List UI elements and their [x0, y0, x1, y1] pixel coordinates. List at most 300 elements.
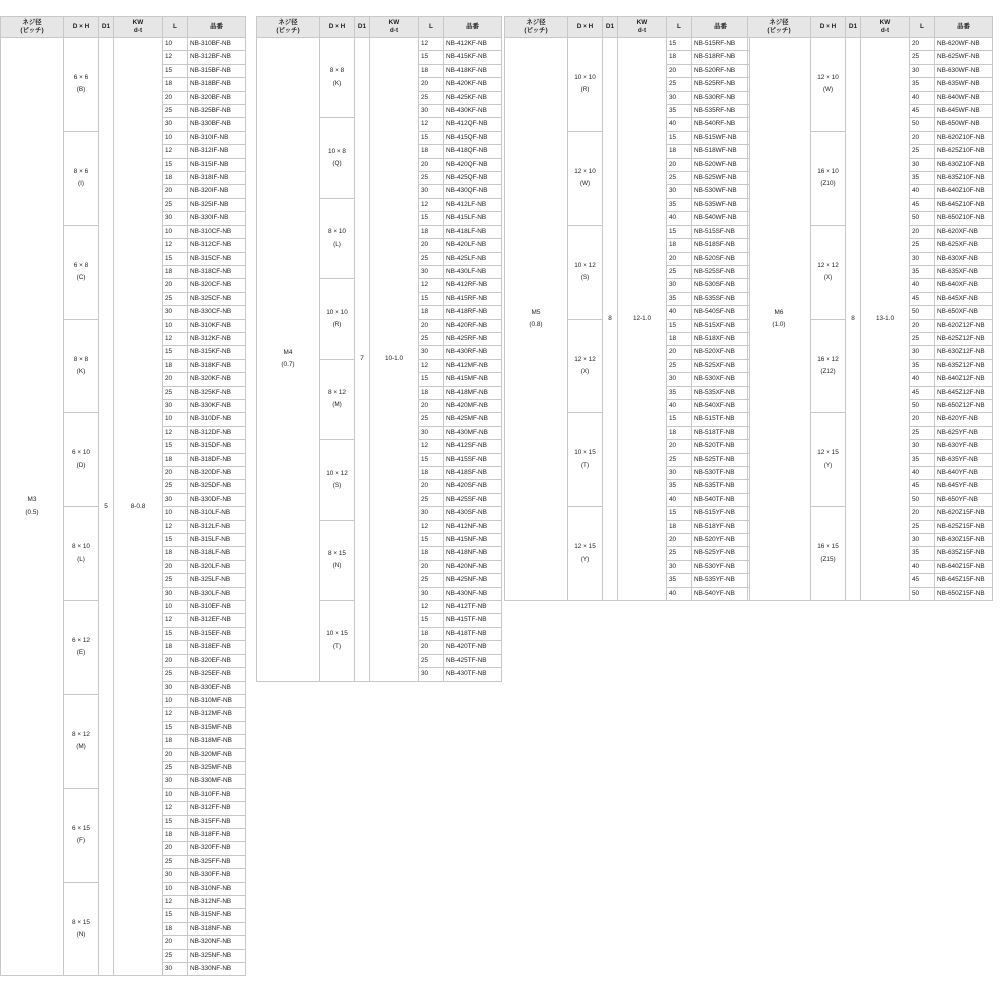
length-cell: 45	[910, 292, 935, 305]
length-cell: 15	[419, 131, 444, 144]
dh-size: 8 × 8	[329, 67, 345, 75]
dh-cell	[320, 359, 355, 439]
part-number-cell: NB-430NF-NB	[444, 587, 502, 600]
length-cell: 35	[910, 453, 935, 466]
dh-code: (R)	[332, 321, 342, 329]
part-number-cell: NB-325EF-NB	[188, 668, 246, 681]
dh-cell	[320, 520, 355, 600]
thread-pitch: (1.0)	[772, 321, 786, 329]
dh-cell	[64, 413, 99, 507]
header-d1-text: D1	[101, 23, 111, 30]
header-kw-text: d-t	[637, 27, 647, 34]
dh-cell	[568, 131, 603, 225]
length-cell: 18	[667, 426, 692, 439]
part-number-cell: NB-430RF-NB	[444, 346, 502, 359]
header-d1	[355, 17, 370, 38]
dh-code: (K)	[332, 79, 342, 87]
dh-code: (Y)	[580, 555, 590, 563]
part-number-cell: NB-530RF-NB	[692, 91, 750, 104]
part-number-cell: NB-325IF-NB	[188, 198, 246, 211]
dh-cell	[320, 198, 355, 278]
part-number-cell: NB-540RF-NB	[692, 118, 750, 131]
length-cell: 12	[419, 359, 444, 372]
spec-block-2	[256, 16, 502, 682]
part-number-cell: NB-415RF-NB	[444, 292, 502, 305]
length-cell: 18	[667, 332, 692, 345]
length-cell: 20	[667, 440, 692, 453]
part-number-cell: NB-312NF-NB	[188, 896, 246, 909]
length-cell: 20	[667, 158, 692, 171]
length-cell: 20	[910, 507, 935, 520]
part-number-cell: NB-535WF-NB	[692, 198, 750, 211]
length-cell: 10	[163, 694, 188, 707]
part-number-cell: NB-540YF-NB	[692, 587, 750, 600]
length-cell: 15	[163, 534, 188, 547]
length-cell: 25	[910, 332, 935, 345]
header-thread	[257, 17, 320, 38]
length-cell: 30	[910, 534, 935, 547]
length-cell: 15	[163, 627, 188, 640]
part-number-cell: NB-425MF-NB	[444, 413, 502, 426]
dh-size: 8 × 12	[328, 389, 346, 397]
length-cell: 18	[163, 172, 188, 185]
dh-code: (F)	[76, 837, 86, 845]
length-cell: 40	[667, 212, 692, 225]
header-part	[188, 17, 246, 38]
part-number-cell: NB-315DF-NB	[188, 440, 246, 453]
part-number-cell: NB-540TF-NB	[692, 493, 750, 506]
header-dh	[568, 17, 603, 38]
part-number-cell: NB-318FF-NB	[188, 828, 246, 841]
part-number-cell: NB-315LF-NB	[188, 534, 246, 547]
length-cell: 25	[667, 78, 692, 91]
length-cell: 25	[419, 493, 444, 506]
header-kw-text: KW	[636, 19, 648, 26]
length-cell: 20	[667, 534, 692, 547]
header-kw-text: d-t	[389, 27, 399, 34]
dh-size: 6 × 15	[72, 824, 90, 832]
part-number-cell: NB-640WF-NB	[935, 91, 993, 104]
spec-table	[504, 16, 750, 601]
part-number-cell: NB-518TF-NB	[692, 426, 750, 439]
part-number-cell: NB-645Z12F-NB	[935, 386, 993, 399]
header-d1	[846, 17, 861, 38]
part-number-cell: NB-620Z10F-NB	[935, 131, 993, 144]
part-number-cell: NB-625WF-NB	[935, 51, 993, 64]
length-cell: 10	[163, 507, 188, 520]
part-number-cell: NB-320FF-NB	[188, 842, 246, 855]
header-kw	[618, 17, 667, 38]
part-number-cell: NB-315BF-NB	[188, 64, 246, 77]
part-number-cell: NB-535SF-NB	[692, 292, 750, 305]
length-cell: 40	[667, 493, 692, 506]
part-number-cell: NB-312IF-NB	[188, 145, 246, 158]
length-cell: 25	[163, 292, 188, 305]
length-cell: 50	[910, 306, 935, 319]
part-number-cell: NB-315MF-NB	[188, 721, 246, 734]
header-part-text: 品番	[210, 23, 223, 30]
part-number-cell: NB-312EF-NB	[188, 614, 246, 627]
length-cell: 18	[163, 828, 188, 841]
length-cell: 10	[163, 131, 188, 144]
header-kw-text: KW	[879, 19, 891, 26]
length-cell: 40	[667, 399, 692, 412]
part-number-cell: NB-630XF-NB	[935, 252, 993, 265]
part-number-cell: NB-310BF-NB	[188, 38, 246, 51]
part-number-cell: NB-418SF-NB	[444, 467, 502, 480]
part-number-cell: NB-315EF-NB	[188, 627, 246, 640]
header-d1-text: D1	[848, 23, 858, 30]
header-kw	[370, 17, 419, 38]
length-cell: 30	[667, 373, 692, 386]
dh-cell	[811, 413, 846, 507]
part-number-cell: NB-518XF-NB	[692, 332, 750, 345]
length-cell: 20	[163, 467, 188, 480]
dh-code: (Z10)	[820, 180, 836, 188]
length-cell: 40	[910, 185, 935, 198]
part-number-cell: NB-310EF-NB	[188, 601, 246, 614]
length-cell: 12	[163, 145, 188, 158]
part-number-cell: NB-635XF-NB	[935, 265, 993, 278]
length-cell: 45	[910, 574, 935, 587]
part-number-cell: NB-415QF-NB	[444, 131, 502, 144]
part-number-cell: NB-415MF-NB	[444, 373, 502, 386]
d1-cell: 5	[99, 38, 114, 976]
length-cell: 25	[419, 654, 444, 667]
header-dh-text: D × H	[576, 23, 594, 30]
part-number-cell: NB-520TF-NB	[692, 440, 750, 453]
length-cell: 50	[910, 399, 935, 412]
dh-size: 16 × 10	[817, 167, 839, 175]
header-thread	[1, 17, 64, 38]
length-cell: 15	[163, 815, 188, 828]
dh-size: 10 × 12	[574, 261, 596, 269]
part-number-cell: NB-530WF-NB	[692, 185, 750, 198]
part-number-cell: NB-315KF-NB	[188, 346, 246, 359]
length-cell: 18	[419, 64, 444, 77]
header-kw	[114, 17, 163, 38]
part-number-cell: NB-520XF-NB	[692, 346, 750, 359]
dh-code: (T)	[332, 642, 342, 650]
part-number-cell: NB-620Z12F-NB	[935, 319, 993, 332]
length-cell: 30	[163, 212, 188, 225]
part-number-cell: NB-310LF-NB	[188, 507, 246, 520]
length-cell: 30	[910, 158, 935, 171]
part-number-cell: NB-420RF-NB	[444, 319, 502, 332]
header-thread	[748, 17, 811, 38]
length-cell: 12	[419, 118, 444, 131]
part-number-cell: NB-412MF-NB	[444, 359, 502, 372]
length-cell: 45	[910, 386, 935, 399]
thread-size: M6	[774, 308, 784, 316]
part-number-cell: NB-315FF-NB	[188, 815, 246, 828]
part-number-cell: NB-525YF-NB	[692, 547, 750, 560]
part-number-cell: NB-325NF-NB	[188, 949, 246, 962]
dh-size: 6 × 8	[73, 261, 89, 269]
length-cell: 20	[419, 239, 444, 252]
part-number-cell: NB-330CF-NB	[188, 306, 246, 319]
part-number-cell: NB-425NF-NB	[444, 574, 502, 587]
header-thread-text: ネジ径	[278, 19, 298, 26]
dh-cell	[64, 601, 99, 695]
dh-size: 10 × 10	[326, 308, 348, 316]
part-number-cell: NB-320KF-NB	[188, 373, 246, 386]
dh-cell	[320, 279, 355, 359]
kw-cell: 13-1.0	[861, 38, 910, 601]
part-number-cell: NB-418MF-NB	[444, 386, 502, 399]
part-number-cell: NB-420TF-NB	[444, 641, 502, 654]
length-cell: 30	[667, 185, 692, 198]
length-cell: 30	[419, 668, 444, 681]
dh-cell	[568, 225, 603, 319]
part-number-cell: NB-312DF-NB	[188, 426, 246, 439]
part-number-cell: NB-420NF-NB	[444, 560, 502, 573]
part-number-cell: NB-320MF-NB	[188, 748, 246, 761]
length-cell: 30	[163, 306, 188, 319]
thread-size-cell	[505, 38, 568, 601]
dh-cell	[568, 507, 603, 601]
spec-table	[256, 16, 502, 682]
dh-code: (W)	[822, 86, 834, 94]
part-number-cell: NB-325BF-NB	[188, 105, 246, 118]
length-cell: 35	[667, 292, 692, 305]
part-number-cell: NB-312MF-NB	[188, 708, 246, 721]
dh-size: 12 × 12	[817, 261, 839, 269]
part-number-cell: NB-625XF-NB	[935, 239, 993, 252]
header-dh-text: D × H	[72, 23, 90, 30]
length-cell: 15	[667, 225, 692, 238]
header-row	[505, 17, 750, 38]
spec-block-4	[747, 16, 993, 601]
part-number-cell: NB-518WF-NB	[692, 145, 750, 158]
dh-code: (Y)	[823, 461, 833, 469]
length-cell: 40	[667, 118, 692, 131]
dh-code: (S)	[332, 481, 342, 489]
length-cell: 15	[667, 413, 692, 426]
dh-code: (R)	[580, 86, 590, 94]
length-cell: 20	[419, 319, 444, 332]
length-cell: 35	[667, 480, 692, 493]
header-thread-text: (ピッチ)	[524, 27, 548, 34]
part-number-cell: NB-330KF-NB	[188, 399, 246, 412]
length-cell: 40	[910, 467, 935, 480]
part-number-cell: NB-310KF-NB	[188, 319, 246, 332]
dh-size: 6 × 10	[72, 449, 90, 457]
header-d1	[603, 17, 618, 38]
length-cell: 25	[163, 855, 188, 868]
part-number-cell: NB-320EF-NB	[188, 654, 246, 667]
length-cell: 25	[419, 91, 444, 104]
d1-cell: 8	[846, 38, 861, 601]
part-number-cell: NB-425KF-NB	[444, 91, 502, 104]
length-cell: 18	[419, 386, 444, 399]
part-number-cell: NB-650Z12F-NB	[935, 399, 993, 412]
length-cell: 15	[419, 373, 444, 386]
part-number-cell: NB-315IF-NB	[188, 158, 246, 171]
part-number-cell: NB-430KF-NB	[444, 105, 502, 118]
dh-cell	[811, 507, 846, 601]
length-cell: 25	[419, 574, 444, 587]
length-cell: 20	[667, 252, 692, 265]
length-cell: 30	[163, 587, 188, 600]
length-cell: 20	[163, 936, 188, 949]
part-number-cell: NB-430MF-NB	[444, 426, 502, 439]
length-cell: 12	[419, 440, 444, 453]
part-number-cell: NB-415TF-NB	[444, 614, 502, 627]
length-cell: 30	[667, 467, 692, 480]
part-number-cell: NB-412NF-NB	[444, 520, 502, 533]
part-number-cell: NB-430TF-NB	[444, 668, 502, 681]
length-cell: 30	[910, 346, 935, 359]
part-number-cell: NB-418TF-NB	[444, 627, 502, 640]
part-number-cell: NB-330NF-NB	[188, 963, 246, 976]
length-cell: 12	[163, 802, 188, 815]
part-number-cell: NB-310DF-NB	[188, 413, 246, 426]
length-cell: 25	[910, 426, 935, 439]
header-dh	[64, 17, 99, 38]
part-number-cell: NB-318CF-NB	[188, 265, 246, 278]
part-number-cell: NB-420SF-NB	[444, 480, 502, 493]
part-number-cell: NB-412QF-NB	[444, 118, 502, 131]
length-cell: 20	[163, 654, 188, 667]
part-number-cell: NB-418LF-NB	[444, 225, 502, 238]
length-cell: 15	[667, 507, 692, 520]
part-number-cell: NB-425TF-NB	[444, 654, 502, 667]
length-cell: 18	[667, 520, 692, 533]
length-cell: 20	[419, 641, 444, 654]
header-kw-text: KW	[132, 19, 144, 26]
part-number-cell: NB-645WF-NB	[935, 105, 993, 118]
length-cell: 40	[910, 91, 935, 104]
dh-cell	[568, 319, 603, 413]
length-cell: 15	[163, 721, 188, 734]
part-number-cell: NB-418KF-NB	[444, 64, 502, 77]
length-cell: 20	[419, 560, 444, 573]
part-number-cell: NB-515RF-NB	[692, 38, 750, 51]
length-cell: 15	[419, 534, 444, 547]
dh-code: (C)	[76, 274, 86, 282]
part-number-cell: NB-320NF-NB	[188, 936, 246, 949]
length-cell: 18	[163, 547, 188, 560]
length-cell: 30	[910, 252, 935, 265]
header-part-text: 品番	[957, 23, 970, 30]
part-number-cell: NB-520YF-NB	[692, 534, 750, 547]
length-cell: 35	[667, 574, 692, 587]
header-row	[748, 17, 993, 38]
length-cell: 25	[667, 453, 692, 466]
dh-code: (L)	[333, 240, 341, 248]
dh-code: (Z15)	[820, 555, 836, 563]
part-number-cell: NB-312CF-NB	[188, 239, 246, 252]
part-number-cell: NB-418RF-NB	[444, 306, 502, 319]
length-cell: 12	[419, 198, 444, 211]
length-cell: 20	[419, 158, 444, 171]
header-thread-text: ネジ径	[22, 19, 42, 26]
dh-cell	[568, 38, 603, 132]
dh-cell	[811, 131, 846, 225]
part-number-cell: NB-535XF-NB	[692, 386, 750, 399]
header-thread-text: (ピッチ)	[276, 27, 300, 34]
part-number-cell: NB-640Z12F-NB	[935, 373, 993, 386]
dh-size: 6 × 6	[73, 74, 89, 82]
length-cell: 12	[419, 38, 444, 51]
part-number-cell: NB-425SF-NB	[444, 493, 502, 506]
length-cell: 10	[163, 38, 188, 51]
spec-block-1	[0, 16, 246, 976]
length-cell: 12	[163, 332, 188, 345]
part-number-cell: NB-312KF-NB	[188, 332, 246, 345]
length-cell: 20	[163, 279, 188, 292]
length-cell: 20	[163, 185, 188, 198]
length-cell: 25	[163, 949, 188, 962]
length-cell: 20	[163, 373, 188, 386]
part-number-cell: NB-430LF-NB	[444, 265, 502, 278]
part-number-cell: NB-640Z15F-NB	[935, 560, 993, 573]
kw-cell: 8-0.8	[114, 38, 163, 976]
length-cell: 15	[667, 131, 692, 144]
header-l	[667, 17, 692, 38]
part-number-cell: NB-620Z15F-NB	[935, 507, 993, 520]
length-cell: 10	[163, 413, 188, 426]
dh-cell	[64, 131, 99, 225]
length-cell: 18	[163, 641, 188, 654]
part-number-cell: NB-412KF-NB	[444, 38, 502, 51]
dh-code: (T)	[580, 461, 590, 469]
length-cell: 18	[419, 306, 444, 319]
length-cell: 12	[163, 239, 188, 252]
length-cell: 20	[910, 131, 935, 144]
length-cell: 20	[163, 748, 188, 761]
dh-size: 8 × 10	[72, 543, 90, 551]
length-cell: 50	[910, 587, 935, 600]
length-cell: 20	[163, 91, 188, 104]
part-number-cell: NB-320BF-NB	[188, 91, 246, 104]
dh-size: 8 × 10	[328, 228, 346, 236]
spec-table	[747, 16, 993, 601]
thread-size-cell	[748, 38, 811, 601]
length-cell: 25	[163, 386, 188, 399]
part-number-cell: NB-412SF-NB	[444, 440, 502, 453]
dh-cell	[64, 507, 99, 601]
part-number-cell: NB-325CF-NB	[188, 292, 246, 305]
part-number-cell: NB-530SF-NB	[692, 279, 750, 292]
length-cell: 18	[419, 225, 444, 238]
kw-cell: 12-1.0	[618, 38, 667, 601]
dh-code: (E)	[76, 649, 86, 657]
part-number-cell: NB-620XF-NB	[935, 225, 993, 238]
part-number-cell: NB-320LF-NB	[188, 560, 246, 573]
length-cell: 30	[163, 118, 188, 131]
length-cell: 12	[163, 896, 188, 909]
length-cell: 25	[163, 574, 188, 587]
length-cell: 15	[667, 38, 692, 51]
thread-pitch: (0.7)	[281, 361, 295, 369]
length-cell: 25	[163, 198, 188, 211]
length-cell: 30	[419, 105, 444, 118]
length-cell: 30	[419, 507, 444, 520]
kw-cell: 10-1.0	[370, 38, 419, 682]
part-number-cell: NB-630Z15F-NB	[935, 534, 993, 547]
dh-cell	[568, 413, 603, 507]
dh-code: (M)	[332, 401, 342, 409]
part-number-cell: NB-635YF-NB	[935, 453, 993, 466]
part-number-cell: NB-318BF-NB	[188, 78, 246, 91]
part-number-cell: NB-325FF-NB	[188, 855, 246, 868]
length-cell: 15	[163, 909, 188, 922]
part-number-cell: NB-525WF-NB	[692, 172, 750, 185]
length-cell: 10	[163, 788, 188, 801]
header-part	[935, 17, 993, 38]
